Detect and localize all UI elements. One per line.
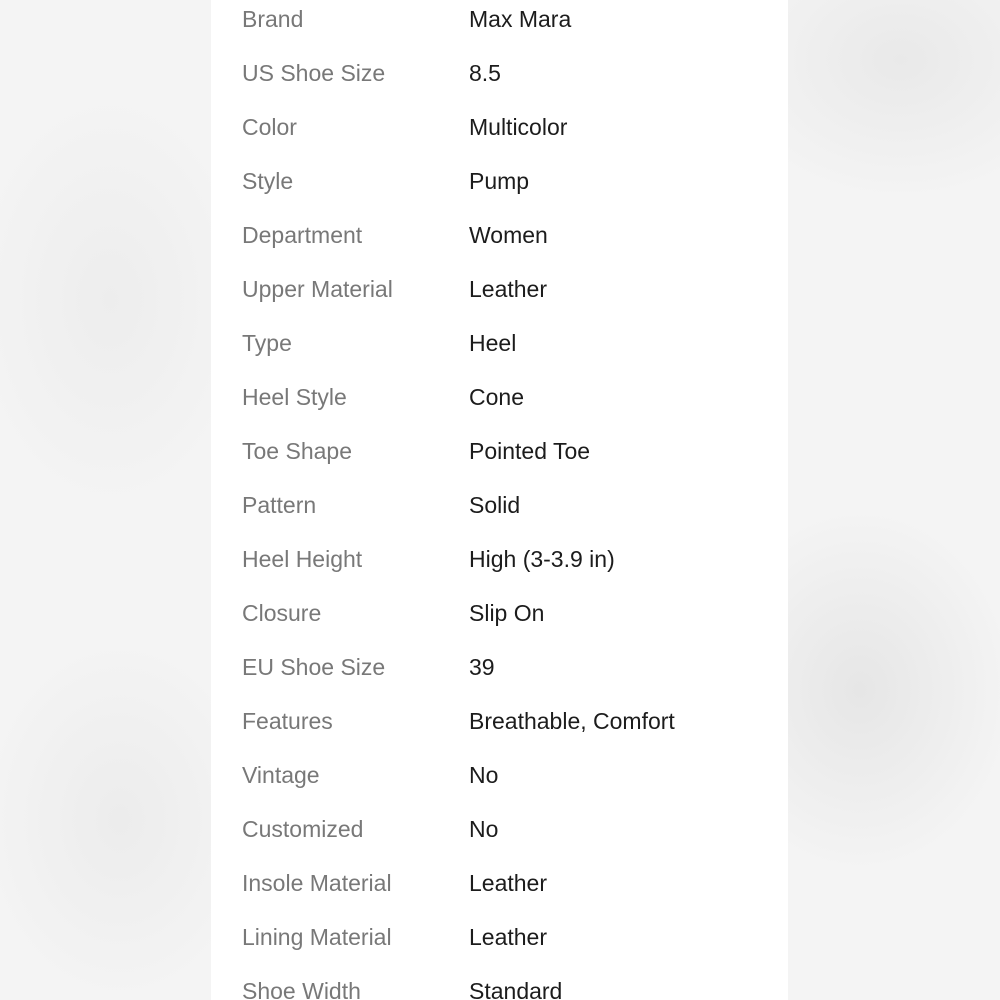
spec-row-shoe-width xyxy=(211,977,788,1000)
spec-row-lining-material xyxy=(211,923,788,977)
spec-value: Leather xyxy=(469,276,548,302)
spec-value: Pointed Toe xyxy=(469,438,591,464)
spec-row-toe-shape xyxy=(211,437,788,491)
spec-label: Shoe Width xyxy=(242,978,361,1000)
spec-row-eu-shoe-size xyxy=(211,653,788,707)
spec-row-us-shoe-size xyxy=(211,59,788,113)
spec-label: Insole Material xyxy=(242,870,392,896)
item-specifics-panel xyxy=(211,0,788,1000)
spec-label: Pattern xyxy=(242,492,317,518)
spec-value: High (3-3.9 in) xyxy=(469,546,615,572)
spec-row-style xyxy=(211,167,788,221)
spec-label: Closure xyxy=(242,600,322,626)
spec-row-customized xyxy=(211,815,788,869)
spec-label: Brand xyxy=(242,6,304,32)
spec-row-brand xyxy=(211,5,788,59)
spec-value: Solid xyxy=(469,492,521,518)
spec-value: Multicolor xyxy=(469,114,568,140)
spec-row-type xyxy=(211,329,788,383)
spec-label: Upper Material xyxy=(242,276,393,302)
spec-value: 8.5 xyxy=(469,60,501,86)
spec-row-department xyxy=(211,221,788,275)
spec-label: EU Shoe Size xyxy=(242,654,386,680)
spec-label: Department xyxy=(242,222,363,248)
spec-row-pattern xyxy=(211,491,788,545)
spec-value: Leather xyxy=(469,870,548,896)
spec-label: Color xyxy=(242,114,297,140)
spec-row-heel-height xyxy=(211,545,788,599)
spec-row-color xyxy=(211,113,788,167)
spec-row-heel-style xyxy=(211,383,788,437)
spec-label: Heel Style xyxy=(242,384,347,410)
spec-row-insole-material xyxy=(211,869,788,923)
spec-label: Customized xyxy=(242,816,364,842)
spec-value: Standard xyxy=(469,978,563,1000)
spec-value: Women xyxy=(469,222,548,248)
spec-value: 39 xyxy=(469,654,495,680)
spec-row-closure xyxy=(211,599,788,653)
spec-label: Type xyxy=(242,330,292,356)
spec-value: Cone xyxy=(469,384,524,410)
spec-row-vintage xyxy=(211,761,788,815)
spec-value: No xyxy=(469,816,499,842)
spec-row-upper-material xyxy=(211,275,788,329)
spec-label: Lining Material xyxy=(242,924,392,950)
spec-label: Toe Shape xyxy=(242,438,352,464)
spec-value: Breathable, Comfort xyxy=(469,708,675,734)
spec-row-features xyxy=(211,707,788,761)
spec-value: Max Mara xyxy=(469,6,572,32)
spec-value: Pump xyxy=(469,168,530,194)
spec-value: Heel xyxy=(469,330,517,356)
spec-label: Vintage xyxy=(242,762,320,788)
spec-value: Slip On xyxy=(469,600,545,626)
spec-label: Features xyxy=(242,708,333,734)
spec-value: Leather xyxy=(469,924,548,950)
spec-label: Style xyxy=(242,168,294,194)
spec-value: No xyxy=(469,762,499,788)
spec-label: US Shoe Size xyxy=(242,60,386,86)
spec-label: Heel Height xyxy=(242,546,363,572)
